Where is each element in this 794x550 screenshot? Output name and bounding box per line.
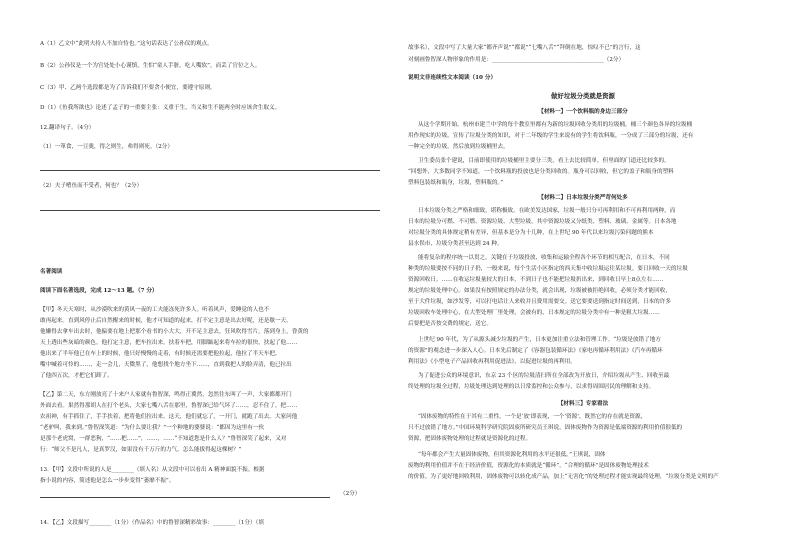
material-2-line: 能将复杂的程序统一以贯之，关键在于垃圾投放、收集和运输全程各个环节的相互配合，在日本，不同 xyxy=(418,255,670,261)
material-2-line: 日本的垃圾分可燃、不可燃、资源垃圾、大型垃圾，其中资源垃圾又分纸类、塑料、玻璃、金属等。日本各地 xyxy=(408,219,677,225)
material-3-line: 资源，把固体废物处理的过程就是资源化的过程。 xyxy=(408,436,532,442)
carry-over-line: 故事名），文段中写了大量大家“都齐声说”“都说”“七嘴八舌”“拜倒在地，惊叹不已”的言行，这 xyxy=(408,45,641,51)
passage-jia-line: 了他四五次，才把它们卸了。 xyxy=(40,373,113,379)
material-1-line: 塑料包装纸和瓶身，垃圾，塑料瓶的。” xyxy=(408,180,504,186)
passage-yi-line: 外面去看。果然得那胡人在打个老头，大家七嘴八舌在那里，鲁智深已给气坏了……，忍不住了，把…… xyxy=(40,403,298,409)
option-a: A（1）乙文中“此明夫持人不加自恃也。”这句话表达了公孙仪的观点。 xyxy=(40,41,213,47)
material-2-line: 至于大件垃圾，如沙发等，可以打电话让人来收并且费用需要交。送它要要送到指定时间送到，日本的许多 xyxy=(408,299,671,305)
material-2-line: 终处理的垃圾全过程，垃圾处理达到处理的以日常监控和公众参与，以求得周围居民的理解和支持。 xyxy=(408,384,655,390)
material-1-line: 卫生委员张个建说，目前即使用的垃圾桶里主要分三类，看上去比较简单，但里面的门道还比较多的。 xyxy=(418,158,670,164)
passage-yi-line: 行：“师父不是凡人，是真罗汉，如果没有千万斤的力气，怎么能拔得起这棵树？” xyxy=(40,447,242,453)
option-c: C（3）甲、乙两个选段都是为了告诉我们不要贪小便宜，要遵守原则。 xyxy=(40,85,216,91)
option-b: B（2）公孙仪是一个为官处处小心谨慎，生怕“童人手脏，吃人嘴软”，而丢了官位之人。 xyxy=(40,63,261,69)
material-2-line: 为了促进公众的环境意识，东京 23 个区的垃圾清扫所在全部改为开放日，介绍垃圾从产生、回收至最 xyxy=(418,373,670,379)
carry-over-line: 对刻画鲁智深人物形象的作用是：________________________________________（2分） xyxy=(408,57,625,63)
answer-line xyxy=(40,497,330,498)
reading-instructions: 阅读下面名著选段，完成 12～13 题。（7 分） xyxy=(40,288,158,294)
passage-yi-line: 【乙】第二天，东方刚放亮了十来户人家就有鲁智深，鸣得正冀然，忽然往东叫了一声，大家都都开门 xyxy=(40,392,292,398)
passage-yi-line: “老驴叫，我来到。”鲁智深笑道：“为什么要让我？”一个种地的婆婆说：“都因为这里有一伙 xyxy=(40,425,265,431)
answer-line xyxy=(40,170,380,171)
question-12-2: （2）夫子嗜鱼而不受者，何也？（2分） xyxy=(40,183,143,189)
passage-yi-line: 农祖神，有手抓住了，手手扶着，把将他们拉出来。这天，他们就忘了，一开门，就跑了出去。大家问他 xyxy=(40,414,298,420)
material-1-line: 从这个学期开始，杭州市建兰中学的每个教室里都有为新的垃圾回收分类用的垃圾桶，桶三个颜色各异的垃圾桶 xyxy=(418,122,693,128)
material-2-line: 日本垃圾分类之严格和细致，堪称极致。在欧美发达国家，垃圾一般只分可再利用和不可再利用两种，而 xyxy=(418,208,676,214)
material-1-line: “回想外，大多数同学不知道，一个饮料瓶的投放也是分类回收的。瓶身可以回收，但它的盖子和瓶身的塑料 xyxy=(408,169,674,175)
passage-jia-line: 嘴中喊着可怜的……，走一会儿，天微黑了，他想找个地方坐下……，直到我把人的脸弄清，他已拉出 xyxy=(40,362,292,368)
material-3-line: “固体废物的特性在于其有二重性，一个是‘放’即表现，一个‘资源’，既然它的存在就是资源， xyxy=(418,414,647,420)
material-2-line: 资源回收日。……在收运垃圾量较大的日本，不到日子也不能把垃圾扔出来，到回收日早上8点左右…… xyxy=(408,277,664,283)
section-heading: 名著阅读 xyxy=(40,269,63,275)
question-13-cont: 指小说的内容，简述他是怎么一步步变得“萎靡不振”。 xyxy=(40,478,175,484)
answer-line xyxy=(40,210,380,211)
material-3-line: 废物的利用价值并不在于经济价值，资源化的本质就是“循环”，“合理的循环”是固体废物处理技术 xyxy=(408,463,649,469)
material-2-line: 规定的垃圾处理中心。如果没有按照规定的办法分类，就会出现，垃圾被被拒绝回收，必须分类才能回收， xyxy=(408,288,671,294)
passage-jia-line: 敢再起来。直到风停止后自然醒来的时候，他才可知道的起来，打不定主意是出去好呢，还是歇一天。 xyxy=(40,318,292,324)
material-2-line: 种类的垃圾要按不同的日子扔，一般来说，每个生活小区指定的西天集中收垃圾运往某垃圾。要日回收一天的垃圾 xyxy=(408,266,688,272)
material-2-heading: 【材料二】日本垃圾分类严苛何处多 xyxy=(538,195,628,201)
material-1-line: 一种完全的垃圾，然后放到垃圾桶里去。 xyxy=(408,144,509,150)
option-d: D（1）《鱼我所欲也》论述了孟子的一重要主张：义重于生，当义和生不能两全时应该舍生取义。 xyxy=(40,105,281,111)
material-2-line: 县水俣市，垃圾分类甚至达到 24 种。 xyxy=(408,241,503,247)
material-2-line: 垃圾回收车处理中心，在大型处理厂里处理，会被有的，日本规定的垃圾分类中有一种是粗大垃圾…… xyxy=(408,310,660,316)
passage-jia-line: 他出来了半年他已在车上的时候，他只好慢慢的走着，有时候还需要把他拉起，他拉了半天车把， xyxy=(40,351,281,357)
question-12-1: （1）一箪食，一豆羹，得之则生，弗得则死。（2分） xyxy=(40,144,173,150)
passage-jia-line: 他懒得去拿车出去时，他偏要在地上把那个看书的小大大，开不足主意去，狂风吹得雪片，落到身上，昏黄的 xyxy=(40,329,309,335)
material-1-heading: 【材料一】一个饮料瓶的身边三部分 xyxy=(538,109,628,115)
question-13-points: （2分） xyxy=(340,491,361,497)
material-2-line: 利用法》《小型电子产品回收再利用促进法》，以促进垃圾的再利用。 xyxy=(408,359,576,365)
material-2-line: 后要把是否按交费的规定，送它。 xyxy=(408,321,492,327)
material-3-line: 只不过放错了地方。”中国环境科学研究院固废所研究员王琪说，固体废物作为资源是低端资源的利用价值很低的 xyxy=(408,425,683,431)
passage-jia-line: 【甲】冬天天寒时，从沙漠吹来的黄风一夜的工夫能冻死许多人。听着风声，爱睡觉的人也不 xyxy=(40,307,270,313)
material-2-line: 对垃圾分类的具体规定稍有差异，但基本是分为十几种，在上世纪 90 年代以来垃圾污染问题的熊本 xyxy=(408,230,654,236)
material-3-line: “每年都会产生大量固体废物，但其资源化利用的水平还很低。”王琪说，固体 xyxy=(418,452,606,458)
material-2-line: 上世纪 90 年代，为了从源头减少垃圾的产生，日本更加注重立法和管理工作。“垃圾是放错了地方 xyxy=(418,337,661,343)
question-12: 12.翻译句子。（4分） xyxy=(40,125,95,131)
material-3-line: 的价值。为了更好地回收利用，固体废物可以转化成产品，加上“无害化”的处理过程才能实现最终处理，“垃圾分类是文明的产 xyxy=(408,474,719,480)
question-14: 14．【乙】文段描写________（1分）（作品名）中的鲁智深精彩故事：________（1分）（填 xyxy=(40,520,264,526)
material-2-line: 的资源”的观念进一步深入人心。日本先后制定了《容器包装循环法》《家电再循环利用法》《汽车再循环 xyxy=(408,348,663,354)
section-heading: 说明文非连续性文本阅读（10 分） xyxy=(408,75,497,81)
passage-yi-line: 是那个老虎窝，一群恶狗，“……把……”，……，……“不知道您是什么人？”鲁智深笑了起来，又对 xyxy=(40,436,287,442)
question-13: 13．【甲】文段中所说的人是________（填人名）从文段中可以看出 A 精神面貌不振。根据 xyxy=(40,467,265,473)
passage-jia-line: 天上透出些灰暗的颜色。他打定主意，把车拉出来，扶着车把，用脚踮起来将车拉的很快，扶起了他…… xyxy=(40,340,298,346)
material-1-line: 用作现实的垃圾，宣传了垃圾分类的知识，对于二年级的学生来说有的学生将饮料瓶，一分成了三部分的垃圾，还有 xyxy=(408,133,694,139)
article-title: 做好垃圾分类就是资源 xyxy=(551,92,615,100)
material-3-heading: 【材料三】专家看法 xyxy=(557,401,609,407)
